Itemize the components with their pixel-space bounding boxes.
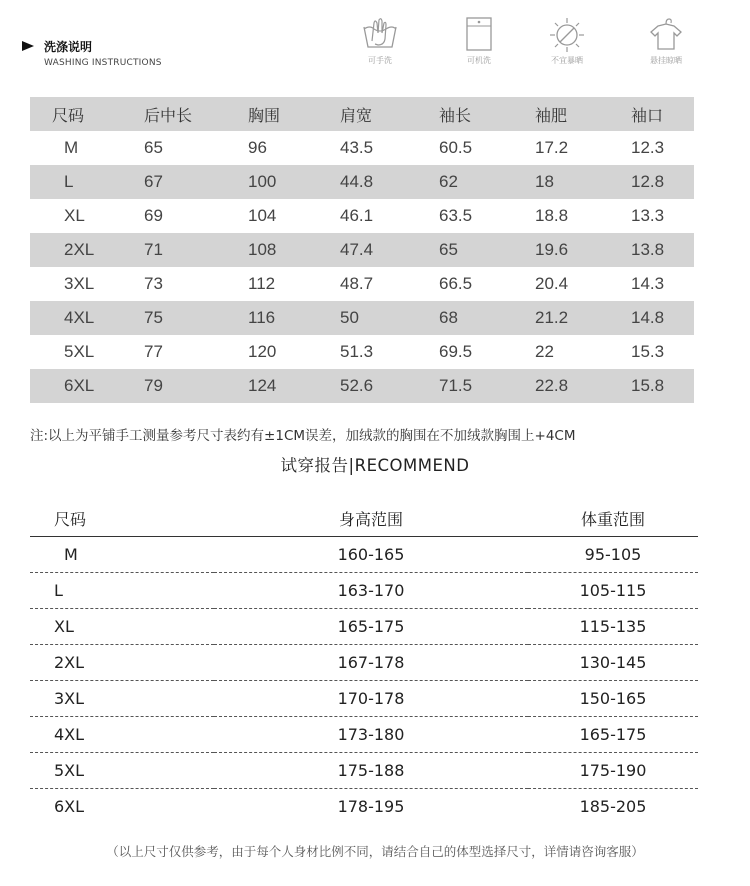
header-cell: 后中长	[144, 107, 193, 125]
table-cell: 17.2	[535, 138, 569, 157]
table-cell: 18	[535, 172, 554, 191]
table-row	[30, 573, 698, 609]
table-cell: 13.8	[631, 240, 665, 259]
table-cell: 3XL	[30, 681, 214, 717]
table-cell: M	[30, 537, 214, 573]
header-cell: 尺码	[30, 501, 214, 537]
table-cell: 52.6	[340, 376, 374, 395]
table-cell: 173-180	[214, 717, 528, 753]
table-cell: 185-205	[579, 797, 647, 816]
table-cell: 43.5	[340, 138, 374, 157]
table-cell: 77	[144, 342, 163, 361]
table-cell: 75	[144, 308, 163, 327]
table-cell: 20.4	[535, 274, 569, 293]
table-cell: 165-175	[214, 609, 528, 645]
table-cell: 115-135	[528, 609, 698, 645]
care-item-no-sun	[537, 15, 597, 66]
table-cell: 2XL	[30, 645, 214, 681]
table-row	[30, 301, 694, 335]
table-cell: 15.3	[631, 342, 665, 361]
table-cell: 13.3	[631, 206, 665, 225]
table-cell: 67	[144, 172, 163, 191]
table-cell: 100	[248, 172, 277, 191]
table-cell: 65	[144, 138, 163, 157]
table-cell: 50	[340, 308, 359, 327]
table-cell: 175-190	[528, 753, 698, 789]
table-cell: 6XL	[64, 376, 95, 395]
size-table-header	[30, 97, 694, 131]
table-cell: 44.8	[340, 172, 374, 191]
header-cell: 肩宽	[340, 107, 373, 125]
table-cell: 19.6	[535, 240, 569, 259]
table-cell: 160-165	[214, 537, 528, 573]
table-cell: 175-188	[214, 753, 528, 789]
table-cell: 130-145	[528, 645, 698, 681]
table-cell: 96	[248, 138, 267, 157]
table-row	[30, 789, 698, 825]
table-row	[30, 645, 698, 681]
table-cell: 4XL	[30, 717, 214, 753]
header-cell: 袖口	[631, 107, 664, 125]
care-label: 不宜暴晒	[551, 56, 583, 65]
table-cell: 104	[248, 206, 277, 225]
table-cell: 105-115	[528, 573, 698, 609]
table-cell: 14.3	[631, 274, 665, 293]
header-cell: 袖肥	[535, 107, 568, 125]
care-item-hang-dry	[636, 15, 696, 66]
size-table	[30, 97, 694, 403]
care-label: 可机洗	[467, 56, 491, 65]
table-cell: 5XL	[30, 753, 214, 789]
table-cell: 170-178	[214, 681, 528, 717]
header-cell: 袖长	[439, 107, 472, 125]
table-cell: 69.5	[439, 342, 473, 361]
table-cell: 79	[144, 376, 163, 395]
header-cell: 胸围	[248, 107, 281, 125]
table-cell: 12.8	[631, 172, 665, 191]
table-cell: 22	[535, 342, 554, 361]
table-cell: 51.3	[340, 342, 374, 361]
table-row	[30, 369, 694, 403]
table-cell: 112	[248, 274, 276, 293]
hang-dry-icon	[646, 15, 686, 53]
table-cell: XL	[64, 206, 85, 225]
table-cell: M	[64, 138, 79, 157]
table-cell: 108	[248, 240, 277, 259]
table-cell: 12.3	[631, 138, 665, 157]
table-cell: 116	[248, 308, 276, 327]
table-cell: XL	[30, 609, 214, 645]
table-cell: 163-170	[214, 573, 528, 609]
table-cell: 120	[248, 342, 277, 361]
table-row	[30, 717, 698, 753]
table-cell: 165-175	[528, 717, 698, 753]
table-cell: 22.8	[535, 376, 569, 395]
table-cell: 15.8	[631, 376, 665, 395]
header-cell: 尺码	[52, 107, 85, 125]
header-cell: 身高范围	[214, 501, 528, 537]
care-item-hand-wash	[350, 15, 410, 66]
table-cell: L	[64, 172, 74, 191]
table-cell: 65	[439, 240, 458, 259]
machine-wash-icon	[459, 15, 499, 53]
table-cell: 178-195	[337, 797, 405, 816]
hand-wash-icon	[360, 15, 400, 53]
table-cell: 47.4	[340, 240, 374, 259]
table-row	[30, 165, 694, 199]
table-cell: 167-178	[214, 645, 528, 681]
table-row	[30, 681, 698, 717]
table-row	[30, 753, 698, 789]
table-cell: 14.8	[631, 308, 665, 327]
pointer-arrow-icon	[22, 41, 34, 51]
table-cell: 71.5	[439, 376, 473, 395]
washing-instructions	[0, 0, 750, 80]
table-row	[30, 267, 694, 301]
table-row	[30, 131, 694, 165]
table-cell: 63.5	[439, 206, 473, 225]
recommend-table	[30, 501, 698, 824]
washing-title: 洗涤说明	[44, 40, 93, 54]
table-row	[30, 199, 694, 233]
table-cell: 62	[439, 172, 458, 191]
table-cell: 4XL	[64, 308, 95, 327]
table-cell: 71	[144, 240, 163, 259]
table-cell: 68	[439, 308, 458, 327]
care-item-machine-wash	[449, 15, 509, 66]
table-cell: 21.2	[535, 308, 569, 327]
table-row	[30, 233, 694, 267]
care-label: 悬挂晾晒	[650, 56, 682, 65]
table-cell: 95-105	[528, 537, 698, 573]
table-cell: 3XL	[64, 274, 95, 293]
measurement-note: 注:以上为平铺手工测量参考尺寸表约有±1CM误差，加绒款的胸围在不加绒款胸围上+4CM	[30, 428, 576, 444]
table-cell: 2XL	[64, 240, 95, 259]
table-cell: 48.7	[340, 274, 374, 293]
care-label: 可手洗	[368, 56, 392, 65]
no-sun-dry-icon	[547, 15, 587, 53]
table-cell: L	[30, 573, 214, 609]
washing-subtitle: WASHING INSTRUCTIONS	[44, 58, 162, 68]
header-cell: 体重范围	[528, 501, 698, 537]
table-row	[30, 609, 698, 645]
table-cell: 18.8	[535, 206, 569, 225]
table-cell: 60.5	[439, 138, 473, 157]
table-cell: 69	[144, 206, 163, 225]
table-cell: 73	[144, 274, 163, 293]
table-row	[30, 335, 694, 369]
table-cell: 6XL	[54, 797, 85, 816]
footer-note: （以上尺寸仅供参考，由于每个人身材比例不同，请结合自己的体型选择尺寸，详情请咨询客服）	[106, 844, 644, 859]
table-cell: 124	[248, 376, 277, 395]
table-cell: 150-165	[528, 681, 698, 717]
recommend-title: 试穿报告|RECOMMEND	[280, 456, 470, 475]
recommend-header	[30, 501, 698, 537]
table-cell: 5XL	[64, 342, 95, 361]
table-cell: 66.5	[439, 274, 473, 293]
table-cell: 46.1	[340, 206, 374, 225]
table-row	[30, 537, 698, 573]
